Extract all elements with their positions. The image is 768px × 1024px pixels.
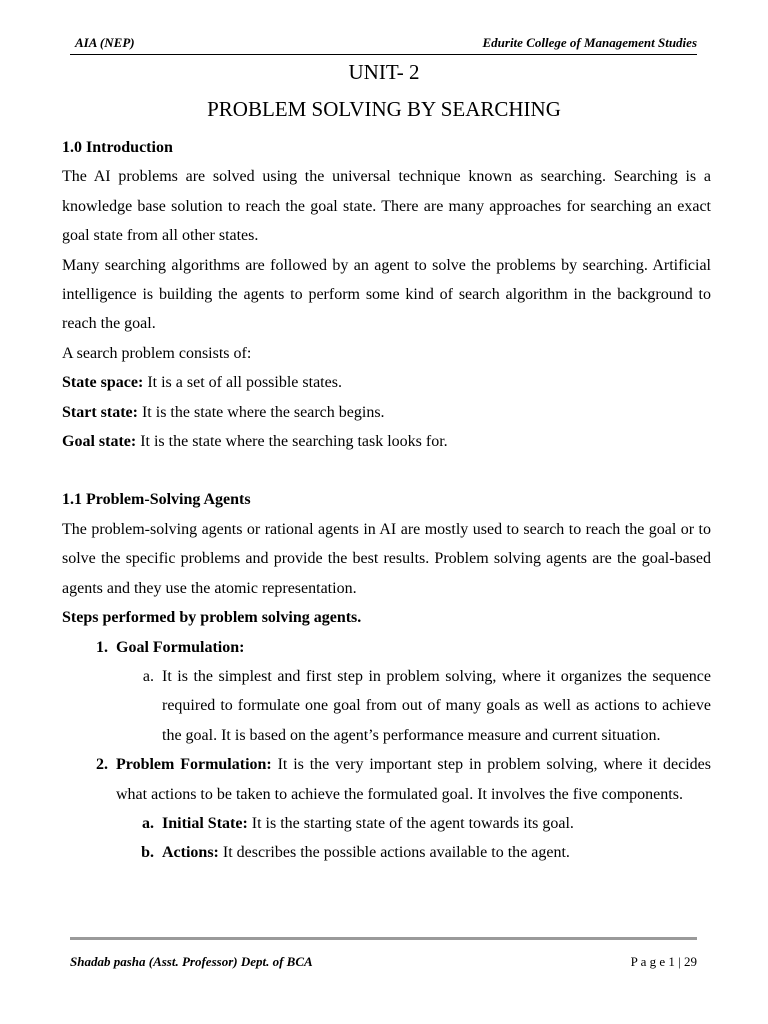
definition-state-space bbox=[62, 368, 711, 397]
definition-goal-state bbox=[62, 427, 711, 456]
footer-divider bbox=[70, 937, 697, 940]
sub-item-text: It is the starting state of the agent towards its goal. bbox=[247, 814, 574, 832]
page-number: P a g e 1 | 29 bbox=[630, 954, 697, 969]
sub-item-text: It is the simplest and first step in problem solving, where it organizes the sequence required to formulate one goal from out of many goals as well as actions to achieve the goal. It is based on the agent’s performance measure and current situation. bbox=[162, 667, 711, 744]
document-body bbox=[62, 133, 711, 868]
sub-item-letter: a. bbox=[142, 814, 154, 832]
definition-term: Goal state: bbox=[62, 433, 137, 451]
list-number: 2. bbox=[96, 756, 108, 774]
page-header bbox=[70, 30, 697, 55]
list-item-text: It is the very important step in problem solving, where it decides what actions to be taken to achieve the formulated goal. It involves the five components. bbox=[116, 756, 712, 803]
list-item-goal-formulation bbox=[62, 633, 711, 662]
sub-item-term: Initial State: bbox=[162, 814, 248, 832]
definition-term: Start state: bbox=[62, 403, 138, 421]
page-title: PROBLEM SOLVING BY SEARCHING bbox=[207, 97, 561, 121]
sub-item-term: Actions: bbox=[162, 844, 219, 862]
sub-item-initial-state bbox=[108, 809, 711, 838]
intro-paragraph-1: The AI problems are solved using the universal technique known as searching. Searching is a knowledge base solution to reach the goal state. There are many approaches for searching an exact goal state from all other states. bbox=[62, 168, 711, 245]
section-heading-introduction: 1.0 Introduction bbox=[62, 139, 173, 156]
definition-text: It is a set of all possible states. bbox=[143, 374, 342, 392]
section-heading-agents: 1.1 Problem-Solving Agents bbox=[62, 491, 251, 509]
header-course: AIA (NEP) bbox=[75, 35, 135, 50]
sub-item-text: It describes the possible actions available to the agent. bbox=[218, 844, 570, 862]
unit-heading: UNIT- 2 bbox=[348, 60, 420, 84]
list-item-label: Goal Formulation: bbox=[116, 638, 245, 656]
sub-item-letter: b. bbox=[141, 844, 154, 862]
definition-text: It is the state where the searching task looks for. bbox=[136, 433, 448, 451]
intro-paragraph-3: A search problem consists of: bbox=[62, 344, 252, 362]
definition-text: It is the state where the search begins. bbox=[137, 403, 385, 421]
list-item-label: Problem Formulation: bbox=[116, 756, 272, 774]
header-college: Edurite College of Management Studies bbox=[482, 35, 697, 50]
sub-item-actions bbox=[108, 838, 711, 867]
intro-paragraph-2: Many searching algorithms are followed by an agent to solve the problems by searching. Artificial intelligence is building the agents to perform some kind of search algorithm in the background to reach the goal. bbox=[62, 256, 711, 333]
steps-heading: Steps performed by problem solving agents. bbox=[62, 609, 362, 627]
definition-start-state bbox=[62, 398, 711, 427]
list-number: 1. bbox=[96, 638, 108, 656]
sub-item-letter: a. bbox=[142, 667, 154, 685]
agents-paragraph: The problem-solving agents or rational agents in AI are mostly used to search to reach the goal or to solve the specific problems and provide the best results. Problem solving agents are the goal-based agents and they use the atomic representation. bbox=[62, 520, 711, 597]
footer-author: Shadab pasha (Asst. Professor) Dept. of BCA bbox=[70, 954, 313, 969]
sub-item-goal-formulation bbox=[108, 662, 711, 750]
list-item-problem-formulation bbox=[62, 750, 711, 809]
definition-term: State space: bbox=[62, 374, 144, 392]
